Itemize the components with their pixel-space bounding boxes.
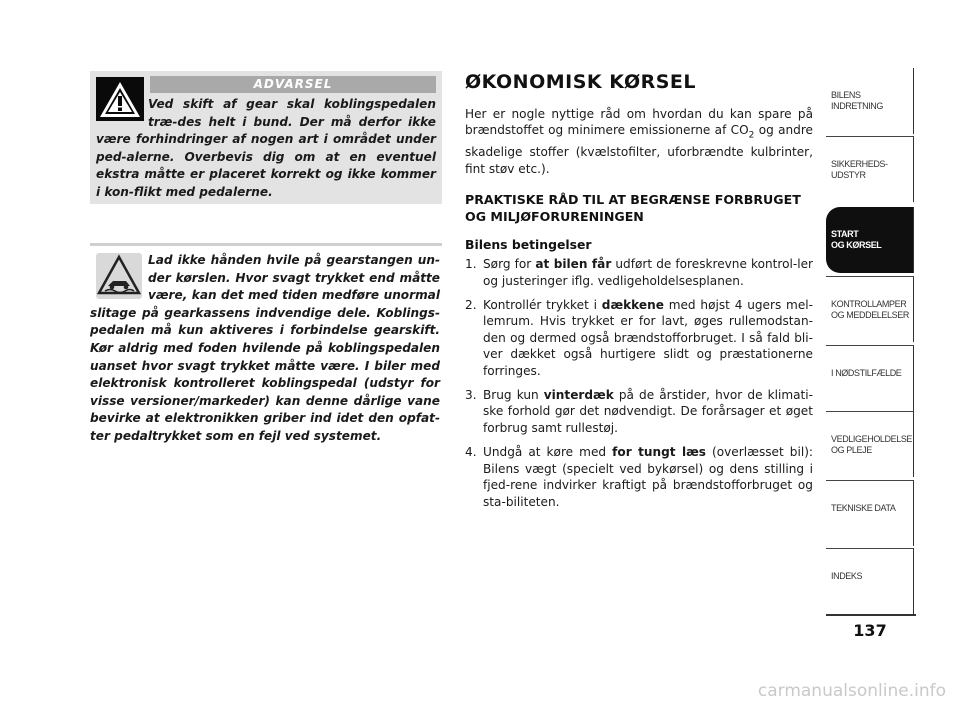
tab-indeks[interactable]: INDEKS (826, 548, 914, 614)
page-number: 137 (853, 621, 887, 640)
watermark: carmanualsonline.info (757, 681, 946, 701)
tab-i-nodstilfaelde[interactable]: I NØDSTILFÆLDE (826, 345, 914, 411)
list-item: 4. Undgå at køre med for tungt læs (overlæsset bil): Bilens vægt (specielt ved bykørsel) og dens stilling i fjed-rene indvirker kraftigt på brændstofforbruget og sta-biliteten. (465, 445, 813, 509)
main-content (465, 70, 813, 518)
tab-sikkerhedsudstyr[interactable]: SIKKERHEDS- UDSTYR (826, 136, 914, 202)
tab-start-og-korsel[interactable]: START OG KØRSEL (826, 207, 914, 273)
tab-bilens-indretning[interactable]: BILENS INDRETNING (826, 68, 914, 134)
tab-kontrollamper[interactable]: KONTROLLAMPER OG MEDDELELSER (826, 276, 914, 342)
section-heading: PRAKTISKE RÅD TIL AT BEGRÆNSE FORBRUGET OG MILJØFORURENINGEN (465, 192, 801, 224)
note-text: Lad ikke hånden hvile på gearstangen un-der kørslen. Hvor svagt trykket end måtte være, kan det med tiden medføre unormal slitage på gearkassens indvendige dele. Koblings-pedalen må kun aktiveres i forbindelse gearskift. Kør aldrig med foden hvilende på koblingspedalen uanset hvor svagt trykket måtte være. I biler med elektronisk kontrolleret koblingspedal (udstyr for visse versioner/markeder) kan denne dårlige vane bevirke at elektronikken griber ind idet den opfat-ter pedaltrykket som en fejl ved systemet. (90, 253, 440, 443)
list-item: 2. Kontrollér trykket i dækkene med højst 4 ugers mel-lemrum. Hvis trykket er for lavt, øges rullemodstan-den og dermed også brændstofforbruget. I så fald bli-ver dækket også hurtigere slidt og præstationerne forringes. (465, 298, 814, 378)
intro-paragraph: Her er nogle nyttige råd om hvordan du kan spare på brændstoffet og minimere emissionerne af $CO_2$ og andre skadelige stoffer (kvælstofilter, uforbrændte kulbrinter, fint støv etc.). (465, 107, 813, 176)
subsection-heading: Bilens betingelser (465, 237, 592, 253)
advice-list (465, 256, 813, 510)
page-title: ØKONOMISK KØRSEL (465, 71, 696, 93)
warning-header: ADVARSEL (150, 76, 436, 93)
tab-vedligeholdelse[interactable]: VEDLIGEHOLDELSE OG PLEJE (826, 411, 914, 477)
list-item: 1. Sørg for at bilen får udført de foreskrevne kontrol-ler og justeringer iflg. vedligeholdelsesplanen. (465, 257, 813, 288)
nav-bottom-rule (826, 614, 916, 616)
note-divider (90, 243, 442, 246)
tab-tekniske-data[interactable]: TEKNISKE DATA (826, 480, 914, 546)
warning-text: Ved skift af gear skal koblingspedalen træ-des helt i bund. Der må derfor ikke være forhindringer af nogen art i området under ped-alerne. Overbevis dig om at en eventuel ekstra måtte er placeret korrekt og ikke kommer i kon-flikt med pedalerne. (96, 97, 436, 199)
list-item: 3. Brug kun vinterdæk på de årstider, hvor de klimati-ske forhold gør det nødvendigt. De forårsager et øget forbrug samt rullestøj. (465, 388, 813, 435)
